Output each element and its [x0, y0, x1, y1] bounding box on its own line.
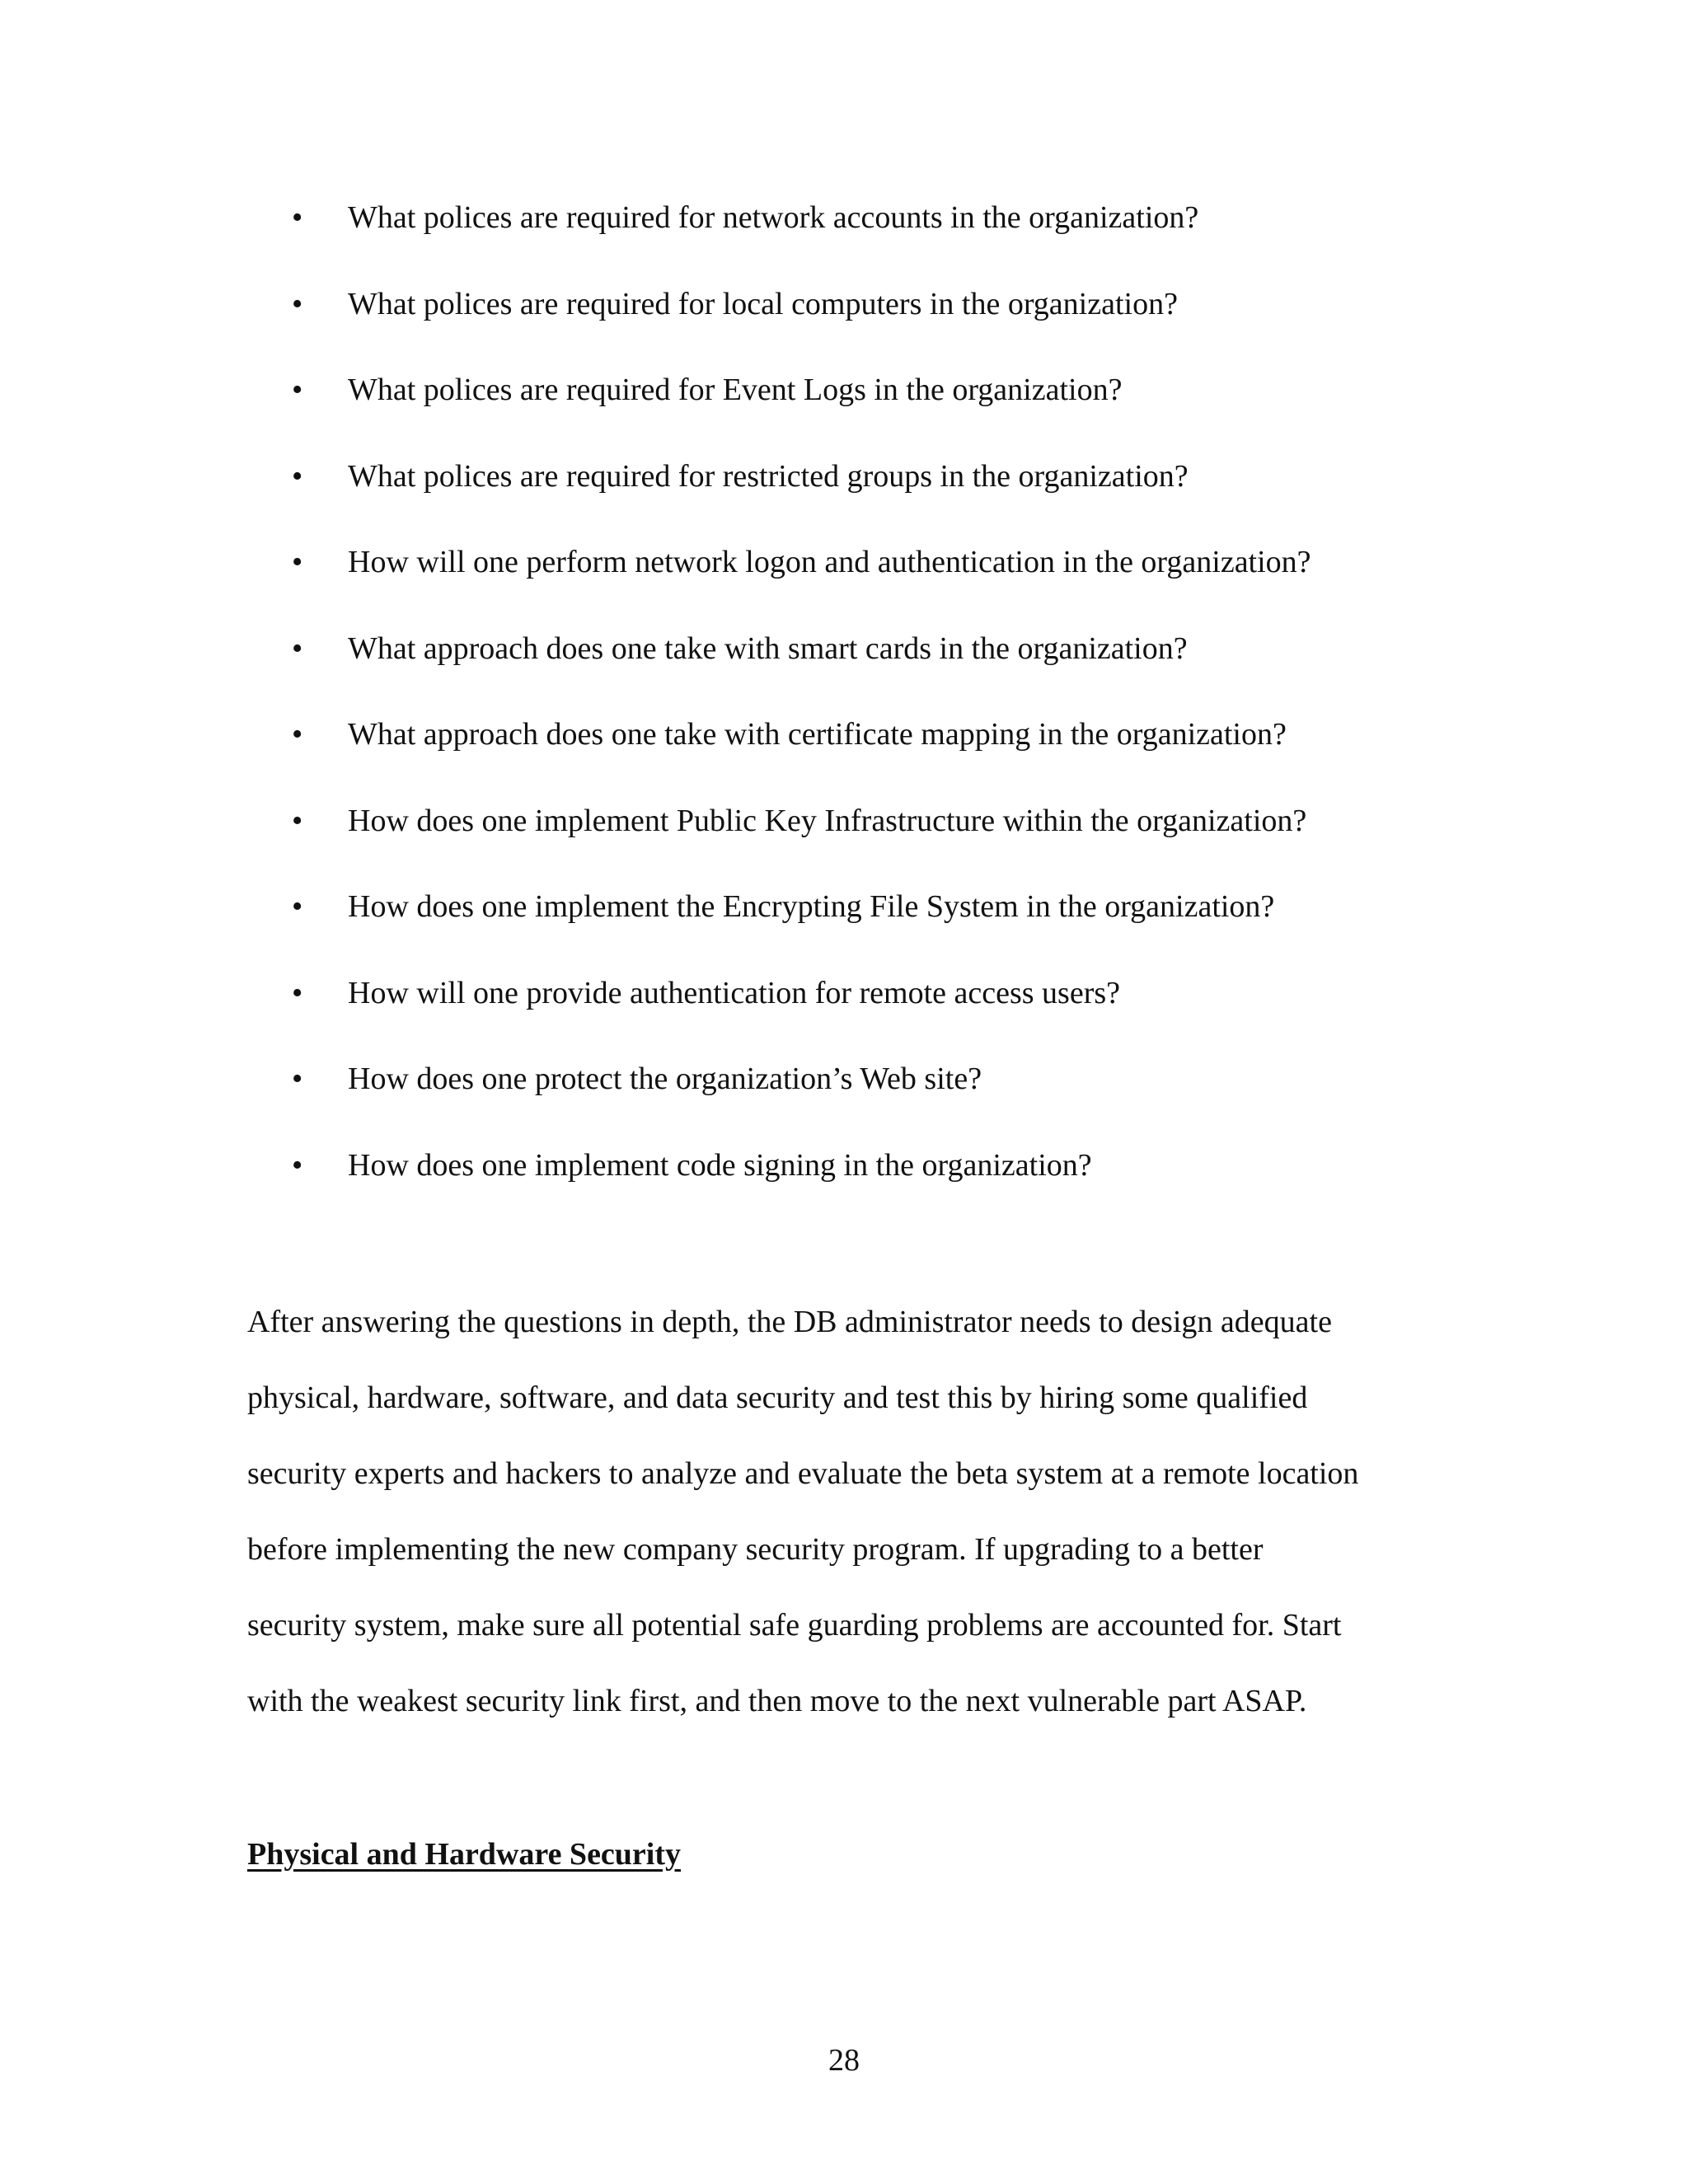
- list-item-text: How does one implement the Encrypting File System in the organization?: [348, 889, 1275, 924]
- list-item-text: How does one implement Public Key Infrastructure within the organization?: [348, 803, 1307, 838]
- bullet-icon: •: [292, 889, 303, 924]
- bullet-icon: •: [292, 717, 303, 752]
- bullet-icon: •: [292, 373, 303, 407]
- list-item: [292, 284, 1528, 371]
- list-item-text: How does one implement code signing in the organization?: [348, 1147, 1092, 1183]
- question-list: [292, 198, 1528, 1231]
- list-item: [292, 629, 1528, 715]
- paragraph-line: security experts and hackers to analyze and evaluate the beta system at a remote location: [247, 1456, 1359, 1491]
- bullet-icon: •: [292, 458, 303, 494]
- list-item: [292, 457, 1528, 543]
- list-item: [292, 1059, 1528, 1146]
- list-item: [292, 801, 1528, 888]
- list-item-text: What polices are required for restricted groups in the organization?: [348, 458, 1189, 494]
- list-item-text: How does one protect the organization’s Web site?: [348, 1062, 982, 1096]
- paragraph-line: with the weakest security link first, and then move to the next vulnerable part ASAP.: [247, 1684, 1307, 1718]
- bullet-icon: •: [292, 803, 303, 838]
- bullet-icon: •: [292, 545, 303, 579]
- list-item-text: What polices are required for network accounts in the organization?: [348, 200, 1199, 235]
- list-item-text: What approach does one take with certificate mapping in the organization?: [348, 717, 1287, 752]
- list-item-text: What polices are required for Event Logs in the organization?: [348, 373, 1123, 407]
- list-item: [292, 973, 1528, 1060]
- paragraph-line: before implementing the new company security program. If upgrading to a better: [247, 1532, 1264, 1567]
- bullet-icon: •: [292, 630, 303, 666]
- bullet-icon: •: [292, 286, 303, 321]
- paragraph-line: security system, make sure all potential safe guarding problems are accounted for. Start: [247, 1608, 1342, 1643]
- bullet-icon: •: [292, 975, 303, 1010]
- paragraph-line: physical, hardware, software, and data security and test this by hiring some qualified: [247, 1380, 1308, 1415]
- list-item: [292, 1146, 1528, 1232]
- list-item-text: How will one perform network logon and authentication in the organization?: [348, 545, 1311, 579]
- list-item: [292, 542, 1528, 629]
- paragraph-line: After answering the questions in depth, the DB administrator needs to design adequate: [247, 1305, 1332, 1339]
- list-item-text: What approach does one take with smart cards in the organization?: [348, 630, 1188, 666]
- bullet-icon: •: [292, 200, 303, 235]
- list-item: [292, 370, 1528, 457]
- bullet-icon: •: [292, 1147, 303, 1183]
- list-item-text: What polices are required for local computers in the organization?: [348, 286, 1178, 321]
- bullet-icon: •: [292, 1062, 303, 1096]
- list-item: [292, 887, 1528, 973]
- body-paragraph: [247, 1299, 1451, 1754]
- list-item: [292, 715, 1528, 801]
- page-number: 28: [828, 2043, 860, 2078]
- list-item-text: How will one provide authentication for remote access users?: [348, 975, 1121, 1010]
- section-heading: Physical and Hardware Security: [247, 1837, 682, 1872]
- list-item: [292, 198, 1528, 284]
